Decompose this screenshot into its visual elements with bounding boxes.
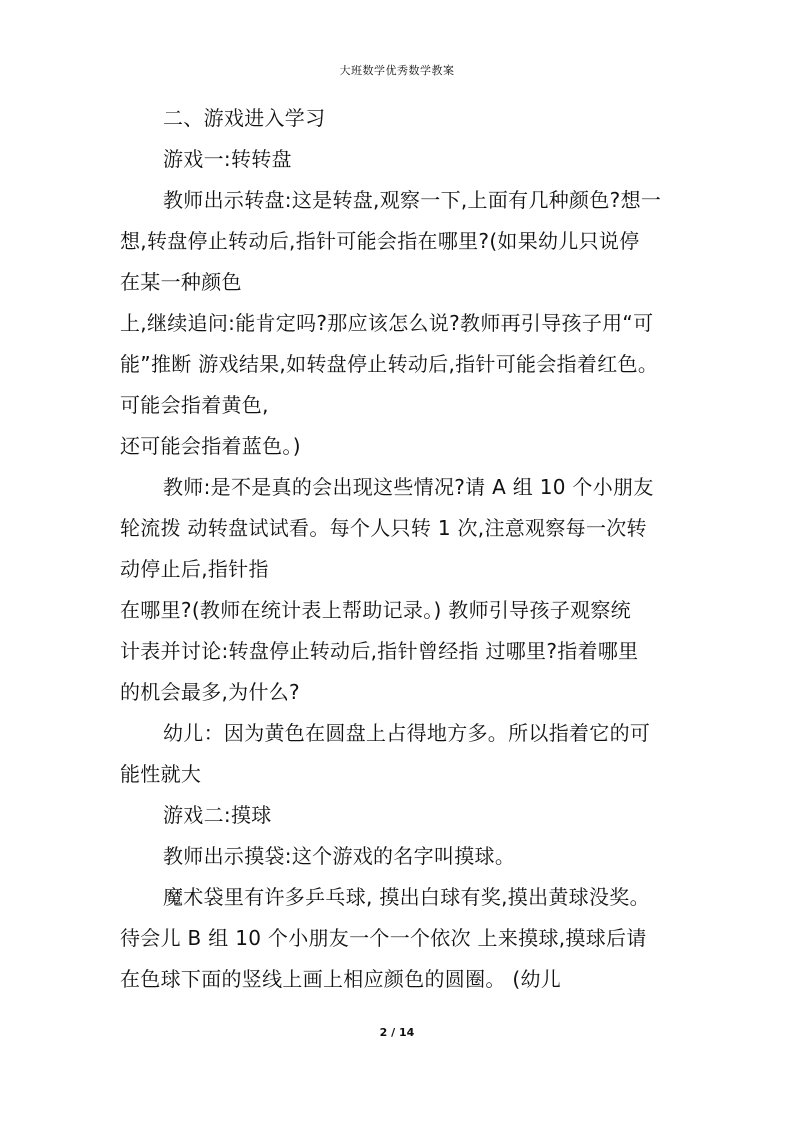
page-header: 大班数学优秀数学教案: [339, 64, 455, 77]
body-line: 想,转盘停止转动后,指针可能会指在哪里?(如果幼儿只说停: [120, 229, 640, 253]
body-line: 魔术袋里有许多乒乓球, 摸出白球有奖,摸出黄球没奖。: [163, 885, 650, 909]
body-line: 能”推断 游戏结果,如转盘停止转动后,指针可能会指着红色。: [120, 352, 659, 376]
body-line: 在色球下面的竖线上画上相应颜色的圆圈。 (幼儿: [120, 967, 562, 991]
body-line: 幼儿：因为黄色在圆盘上占得地方多。所以指着它的可: [163, 721, 651, 745]
body-line: 动停止后,指针指: [120, 557, 269, 581]
body-line: 能性就大: [120, 762, 202, 786]
body-line: 计表并讨论:转盘停止转动后,指针曾经指 过哪里?指着哪里: [120, 639, 639, 663]
game-two-title: 游戏二:摸球: [163, 803, 272, 827]
body-line: 轮流拨 动转盘试试看。每个人只转 1 次,注意观察每一次转: [120, 516, 647, 540]
body-line: 在某一种颜色: [120, 270, 242, 294]
game-one-title: 游戏一:转转盘: [163, 147, 292, 171]
body-line: 教师出示摸袋:这个游戏的名字叫摸球。: [163, 844, 516, 868]
body-line: 待会儿 B 组 10 个小朋友一个一个依次 上来摸球,摸球后请: [120, 926, 647, 950]
body-line: 在哪里?(教师在统计表上帮助记录。) 教师引导孩子观察统: [120, 598, 631, 622]
page-number: 2 / 14: [379, 1026, 415, 1039]
body-line: 教师出示转盘:这是转盘,观察一下,上面有几种颜色?想一: [163, 188, 662, 212]
document-body: [120, 98, 676, 1000]
body-line: 的机会最多,为什么?: [120, 680, 300, 704]
body-line: 上,继续追问:能肯定吗?那应该怎么说?教师再引导孩子用“可: [120, 311, 654, 335]
body-line: 教师:是不是真的会出现这些情况?请 A 组 10 个小朋友: [163, 475, 654, 499]
body-line: 可能会指着黄色,: [120, 393, 269, 417]
body-line: 还可能会指着蓝色。): [120, 434, 301, 458]
section-heading: 二、游戏进入学习: [163, 106, 326, 130]
